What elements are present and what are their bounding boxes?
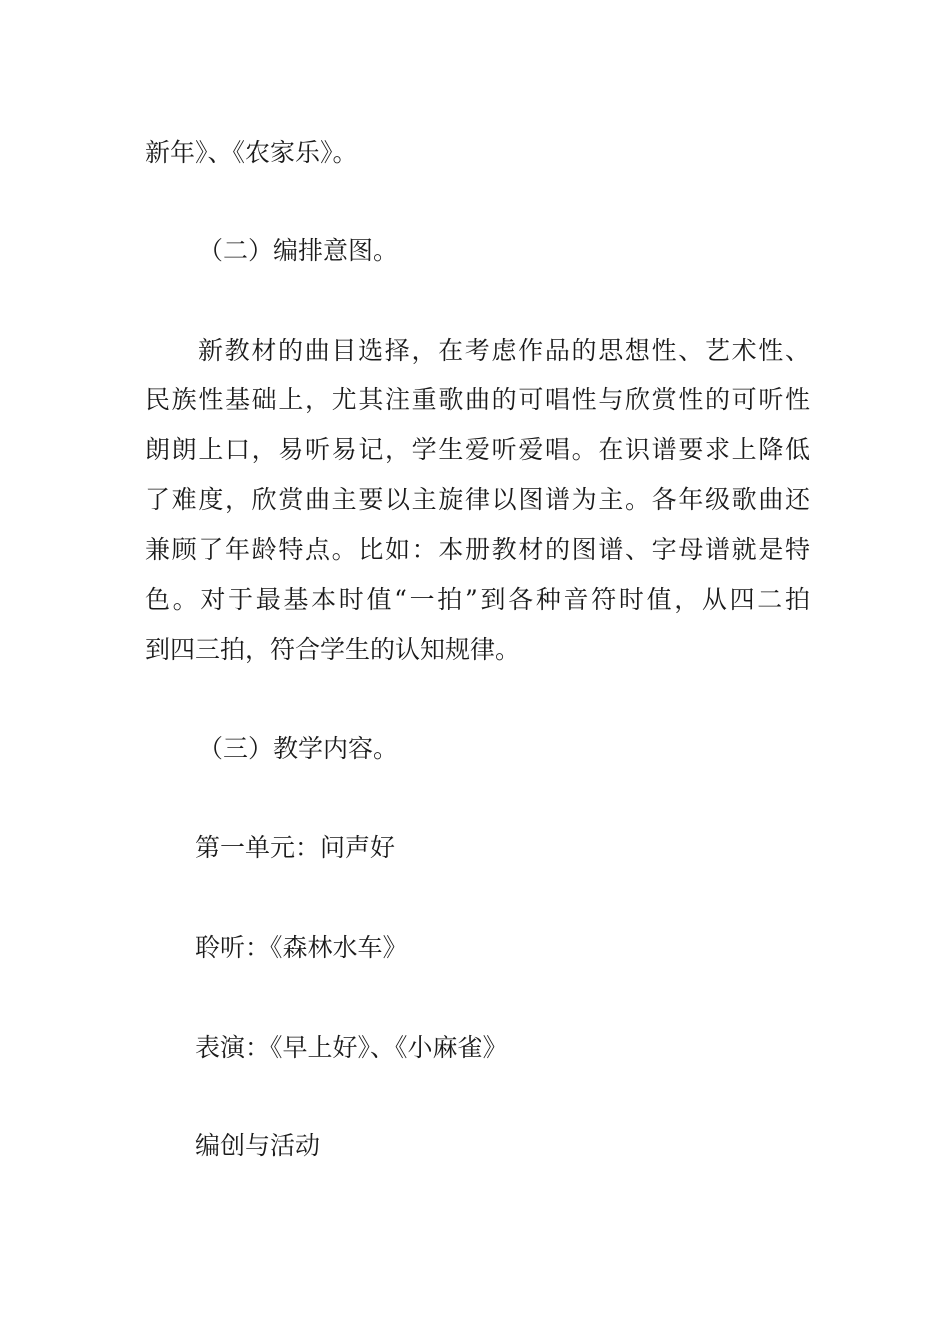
paragraph-line-3: 朗朗上口，易听易记，学生爱听爱唱。在识谱要求上降低 — [145, 435, 810, 464]
section3-heading: （三）教学内容。 — [198, 734, 399, 763]
paragraph-line-4: 了难度，欣赏曲主要以主旋律以图谱为主。各年级歌曲还 — [145, 485, 810, 514]
paragraph-line-5: 兼顾了年龄特点。比如：本册教材的图谱、字母谱就是特 — [145, 535, 810, 564]
paragraph-line-6: 色。对于最基本时值“一拍”到各种音符时值，从四二拍 — [145, 585, 810, 614]
listening-item: 聆听：《森林水车》 — [195, 933, 408, 962]
creation-item: 编创与活动 — [195, 1131, 321, 1160]
paragraph-line-7: 到四三拍，符合学生的认知规律。 — [145, 635, 521, 664]
paragraph-line-1: 新教材的曲目选择，在考虑作品的思想性、艺术性、 — [198, 336, 810, 365]
section2-heading: （二）编排意图。 — [198, 236, 399, 265]
paragraph-line-2: 民族性基础上，尤其注重歌曲的可唱性与欣赏性的可听性 — [145, 385, 810, 414]
performance-item: 表演：《早上好》、《小麻雀》 — [195, 1033, 508, 1062]
continuation-line: 新年》、《农家乐》。 — [145, 138, 358, 167]
unit1-title: 第一单元：问声好 — [195, 833, 396, 862]
